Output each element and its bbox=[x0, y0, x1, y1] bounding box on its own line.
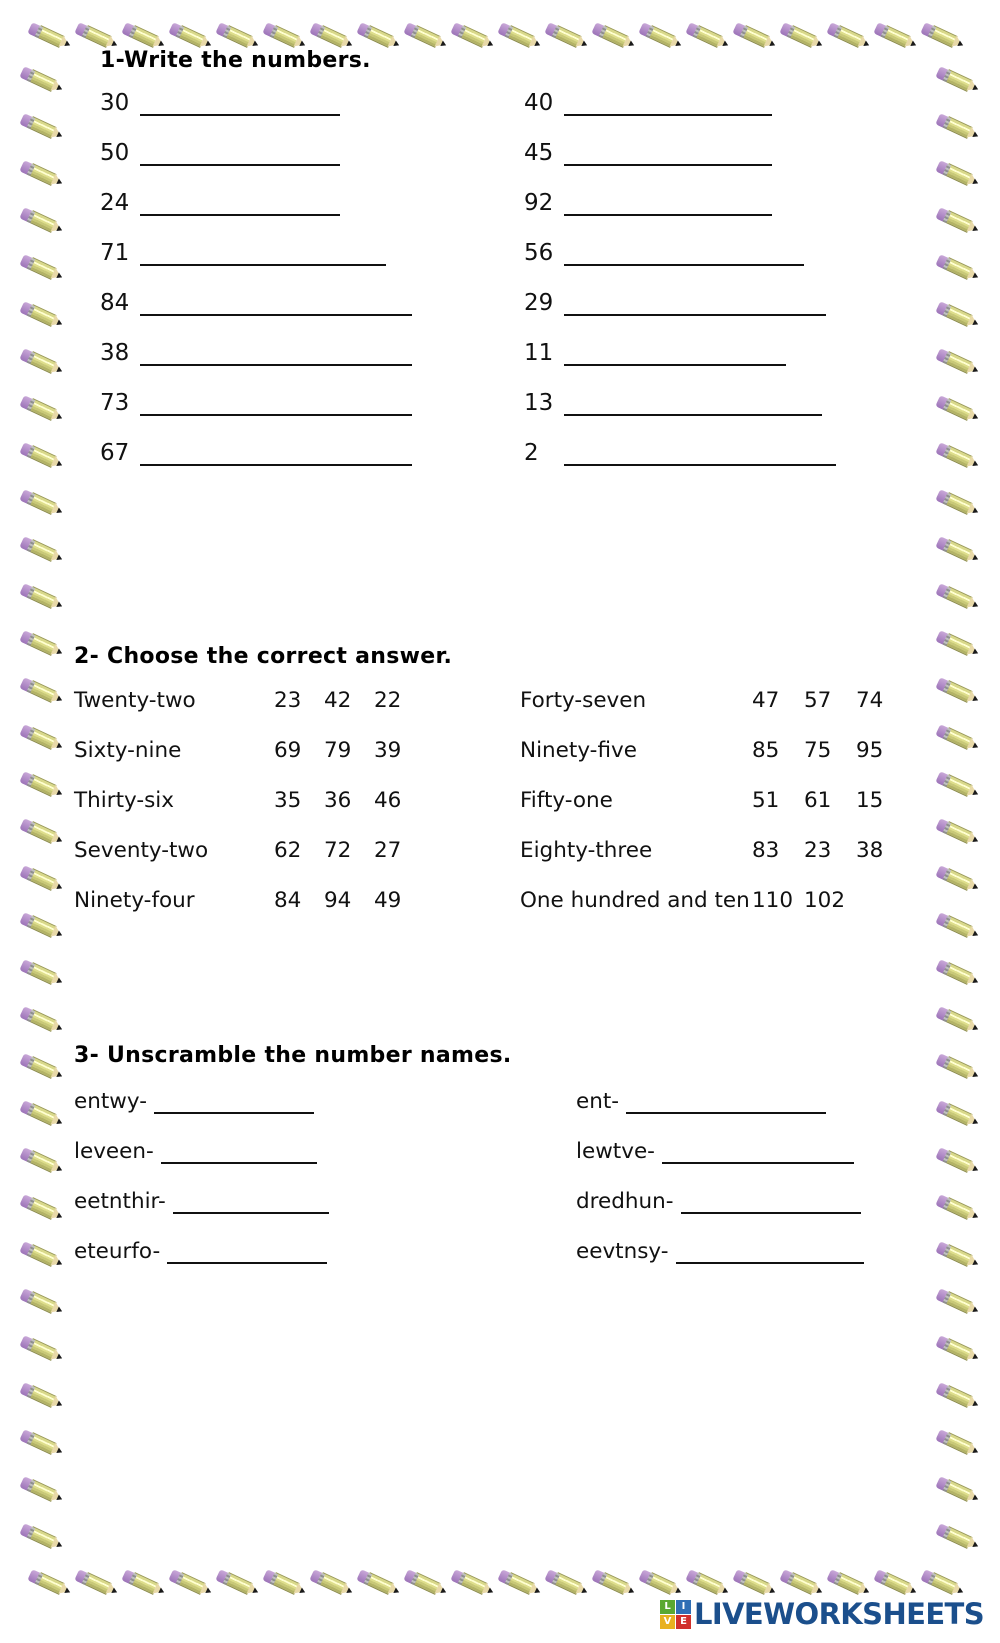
write-number-row bbox=[62, 340, 492, 390]
pencil-icon bbox=[19, 206, 64, 236]
unscramble-row bbox=[492, 1189, 922, 1239]
pencil-icon bbox=[19, 723, 64, 753]
answer-blank[interactable] bbox=[626, 1089, 826, 1114]
pencil-icon bbox=[935, 1475, 980, 1505]
unscramble-row bbox=[62, 1189, 492, 1239]
answer-option[interactable]: 47 bbox=[752, 688, 780, 713]
option-group bbox=[752, 738, 908, 763]
logo-tile-i: I bbox=[676, 1600, 691, 1614]
answer-option[interactable]: 46 bbox=[374, 788, 402, 813]
number-name-label: Twenty-two bbox=[74, 688, 196, 713]
pencil-icon bbox=[19, 65, 64, 95]
section2-right-column bbox=[492, 688, 922, 938]
pencil-icon bbox=[19, 1099, 64, 1129]
write-number-row bbox=[62, 440, 492, 490]
pencil-icon bbox=[262, 1568, 307, 1598]
pencil-icon bbox=[19, 253, 64, 283]
write-number-row bbox=[492, 340, 922, 390]
pencil-icon bbox=[19, 1381, 64, 1411]
answer-option[interactable]: 36 bbox=[324, 788, 352, 813]
option-group bbox=[274, 838, 424, 863]
write-number-row bbox=[62, 140, 492, 190]
answer-option[interactable]: 61 bbox=[804, 788, 832, 813]
pencil-icon bbox=[19, 1428, 64, 1458]
write-number-prompt: 71 bbox=[100, 240, 130, 266]
section1-right-column bbox=[492, 90, 922, 490]
answer-blank[interactable] bbox=[140, 240, 386, 266]
answer-blank[interactable] bbox=[140, 140, 340, 166]
multiple-choice-row bbox=[62, 688, 492, 738]
logo-tile-v: V bbox=[660, 1615, 675, 1629]
pencil-icon bbox=[19, 629, 64, 659]
pencil-icon bbox=[935, 1522, 980, 1552]
scrambled-word: leveen- bbox=[74, 1139, 154, 1164]
logo-tile-e: E bbox=[676, 1615, 691, 1629]
pencil-icon bbox=[403, 1568, 448, 1598]
section1-columns bbox=[62, 90, 922, 490]
answer-blank[interactable] bbox=[140, 390, 412, 416]
pencil-icon bbox=[19, 1146, 64, 1176]
multiple-choice-row bbox=[62, 838, 492, 888]
answer-option[interactable]: 51 bbox=[752, 788, 780, 813]
answer-option[interactable]: 15 bbox=[856, 788, 884, 813]
multiple-choice-row bbox=[492, 888, 922, 938]
pencil-icon bbox=[497, 1568, 542, 1598]
scrambled-word: ent- bbox=[576, 1089, 620, 1114]
pencil-icon bbox=[19, 441, 64, 471]
answer-blank[interactable] bbox=[167, 1239, 327, 1264]
scrambled-word: dredhun- bbox=[576, 1189, 674, 1214]
pencil-icon bbox=[920, 1568, 965, 1598]
answer-blank[interactable] bbox=[140, 190, 340, 216]
pencil-icon bbox=[19, 159, 64, 189]
pencil-icon bbox=[685, 1568, 730, 1598]
pencil-icon bbox=[935, 1052, 980, 1082]
answer-option[interactable]: 39 bbox=[374, 738, 402, 763]
pencil-icon bbox=[19, 112, 64, 142]
pencil-icon bbox=[19, 300, 64, 330]
section3-title: 3- Unscramble the number names. bbox=[74, 1043, 512, 1068]
write-number-row bbox=[492, 440, 922, 490]
answer-blank[interactable] bbox=[140, 90, 340, 116]
number-name-label: Forty-seven bbox=[520, 688, 647, 713]
answer-option[interactable]: 102 bbox=[804, 888, 846, 913]
section2-columns bbox=[62, 688, 922, 938]
answer-blank[interactable] bbox=[564, 290, 826, 316]
pencil-icon bbox=[935, 253, 980, 283]
pencil-icon bbox=[19, 911, 64, 941]
multiple-choice-row bbox=[492, 838, 922, 888]
pencil-icon bbox=[935, 1428, 980, 1458]
answer-blank[interactable] bbox=[662, 1139, 854, 1164]
pencil-icon bbox=[121, 1568, 166, 1598]
pencil-icon bbox=[935, 206, 980, 236]
option-group bbox=[752, 688, 908, 713]
number-name-label: One hundred and ten bbox=[520, 888, 750, 913]
pencil-icon bbox=[935, 112, 980, 142]
pencil-icon bbox=[19, 535, 64, 565]
pencil-icon bbox=[74, 1568, 119, 1598]
write-number-prompt: 24 bbox=[100, 190, 130, 216]
live-tiles-icon bbox=[660, 1600, 691, 1629]
answer-option[interactable]: 23 bbox=[274, 688, 302, 713]
write-number-prompt: 29 bbox=[524, 290, 554, 316]
write-number-prompt: 67 bbox=[100, 440, 130, 466]
answer-option[interactable]: 83 bbox=[752, 838, 780, 863]
pencil-icon bbox=[935, 535, 980, 565]
pencil-icon bbox=[779, 1568, 824, 1598]
pencil-icon bbox=[168, 1568, 213, 1598]
pencil-icon bbox=[19, 347, 64, 377]
answer-option[interactable]: 57 bbox=[804, 688, 832, 713]
multiple-choice-row bbox=[62, 788, 492, 838]
option-group bbox=[752, 888, 856, 913]
write-number-row bbox=[492, 190, 922, 240]
write-number-row bbox=[62, 290, 492, 340]
answer-option[interactable]: 72 bbox=[324, 838, 352, 863]
write-number-row bbox=[62, 240, 492, 290]
section3-columns bbox=[62, 1089, 922, 1289]
write-number-prompt: 38 bbox=[100, 340, 130, 366]
answer-option[interactable]: 69 bbox=[274, 738, 302, 763]
answer-blank[interactable] bbox=[564, 390, 822, 416]
write-number-prompt: 30 bbox=[100, 90, 130, 116]
unscramble-row bbox=[62, 1089, 492, 1139]
scrambled-word: eevtnsy- bbox=[576, 1239, 669, 1264]
pencil-icon bbox=[935, 1334, 980, 1364]
pencil-icon bbox=[638, 1568, 683, 1598]
pencil-icon bbox=[356, 1568, 401, 1598]
pencil-icon bbox=[544, 1568, 589, 1598]
write-number-prompt: 50 bbox=[100, 140, 130, 166]
multiple-choice-row bbox=[62, 738, 492, 788]
answer-blank[interactable] bbox=[564, 90, 772, 116]
answer-option[interactable]: 23 bbox=[804, 838, 832, 863]
write-number-prompt: 92 bbox=[524, 190, 554, 216]
pencil-icon bbox=[920, 21, 965, 51]
pencil-icon bbox=[19, 1193, 64, 1223]
answer-option[interactable]: 62 bbox=[274, 838, 302, 863]
pencil-icon bbox=[935, 582, 980, 612]
pencil-icon bbox=[450, 1568, 495, 1598]
pencil-icon bbox=[935, 1146, 980, 1176]
pencil-icon bbox=[935, 864, 980, 894]
number-name-label: Sixty-nine bbox=[74, 738, 182, 763]
pencil-icon bbox=[935, 1099, 980, 1129]
pencil-icon bbox=[935, 1287, 980, 1317]
pencil-icon bbox=[935, 817, 980, 847]
write-number-prompt: 73 bbox=[100, 390, 130, 416]
write-number-prompt: 56 bbox=[524, 240, 554, 266]
write-number-prompt: 11 bbox=[524, 340, 554, 366]
write-number-row bbox=[492, 240, 922, 290]
scrambled-word: eteurfo- bbox=[74, 1239, 161, 1264]
write-number-prompt: 40 bbox=[524, 90, 554, 116]
pencil-icon bbox=[19, 394, 64, 424]
answer-option[interactable]: 49 bbox=[374, 888, 402, 913]
pencil-icon bbox=[19, 1475, 64, 1505]
section2-left-column bbox=[62, 688, 492, 938]
write-number-prompt: 2 bbox=[524, 440, 539, 466]
answer-option[interactable]: 74 bbox=[856, 688, 884, 713]
number-name-label: Thirty-six bbox=[74, 788, 175, 813]
answer-option[interactable]: 42 bbox=[324, 688, 352, 713]
option-group bbox=[274, 888, 424, 913]
answer-option[interactable]: 79 bbox=[324, 738, 352, 763]
unscramble-row bbox=[62, 1239, 492, 1289]
answer-blank[interactable] bbox=[676, 1239, 864, 1264]
write-number-prompt: 45 bbox=[524, 140, 554, 166]
pencil-icon bbox=[935, 441, 980, 471]
answer-option[interactable]: 38 bbox=[856, 838, 884, 863]
answer-option[interactable]: 110 bbox=[752, 888, 794, 913]
pencil-icon bbox=[19, 817, 64, 847]
pencil-icon bbox=[27, 1568, 72, 1598]
option-group bbox=[752, 788, 908, 813]
write-number-row bbox=[62, 90, 492, 140]
liveworksheets-logo[interactable] bbox=[660, 1596, 984, 1632]
multiple-choice-row bbox=[62, 888, 492, 938]
answer-blank[interactable] bbox=[173, 1189, 329, 1214]
scrambled-word: eetnthir- bbox=[74, 1189, 166, 1214]
option-group bbox=[274, 788, 424, 813]
pencil-icon bbox=[19, 1522, 64, 1552]
pencil-icon bbox=[826, 1568, 871, 1598]
pencil-icon bbox=[19, 770, 64, 800]
unscramble-row bbox=[62, 1139, 492, 1189]
pencil-icon bbox=[19, 1287, 64, 1317]
multiple-choice-row bbox=[492, 738, 922, 788]
pencil-icon bbox=[935, 394, 980, 424]
answer-option[interactable]: 94 bbox=[324, 888, 352, 913]
answer-blank[interactable] bbox=[564, 190, 772, 216]
scrambled-word: entwy- bbox=[74, 1089, 147, 1114]
scrambled-word: lewtve- bbox=[576, 1139, 655, 1164]
pencil-icon bbox=[935, 347, 980, 377]
worksheet-content bbox=[62, 48, 922, 1528]
write-number-row bbox=[62, 390, 492, 440]
number-name-label: Fifty-one bbox=[520, 788, 613, 813]
pencil-icon bbox=[19, 958, 64, 988]
pencil-icon bbox=[19, 488, 64, 518]
write-number-row bbox=[492, 390, 922, 440]
pencil-icon bbox=[732, 1568, 777, 1598]
pencil-icon bbox=[935, 1381, 980, 1411]
pencil-icon bbox=[935, 958, 980, 988]
pencil-icon bbox=[19, 676, 64, 706]
answer-blank[interactable] bbox=[161, 1139, 317, 1164]
pencil-icon bbox=[935, 159, 980, 189]
unscramble-row bbox=[492, 1089, 922, 1139]
answer-option[interactable]: 85 bbox=[752, 738, 780, 763]
pencil-icon bbox=[935, 65, 980, 95]
pencil-icon bbox=[935, 676, 980, 706]
option-group bbox=[274, 738, 424, 763]
pencil-icon bbox=[19, 864, 64, 894]
multiple-choice-row bbox=[492, 788, 922, 838]
answer-blank[interactable] bbox=[564, 340, 786, 366]
answer-blank[interactable] bbox=[564, 140, 772, 166]
pencil-icon bbox=[935, 300, 980, 330]
pencil-icon bbox=[935, 911, 980, 941]
section3-right-column bbox=[492, 1089, 922, 1289]
write-number-row bbox=[492, 140, 922, 190]
write-number-row bbox=[492, 90, 922, 140]
number-name-label: Seventy-two bbox=[74, 838, 209, 863]
unscramble-row bbox=[492, 1239, 922, 1289]
answer-blank[interactable] bbox=[564, 240, 804, 266]
answer-option[interactable]: 95 bbox=[856, 738, 884, 763]
answer-blank[interactable] bbox=[140, 340, 412, 366]
logo-wordmark: LIVEWORKSHEETS bbox=[694, 1596, 985, 1631]
answer-blank[interactable] bbox=[681, 1189, 861, 1214]
pencil-icon bbox=[935, 770, 980, 800]
answer-blank[interactable] bbox=[140, 440, 412, 466]
answer-option[interactable]: 27 bbox=[374, 838, 402, 863]
write-number-row bbox=[492, 290, 922, 340]
pencil-icon bbox=[873, 1568, 918, 1598]
answer-option[interactable]: 35 bbox=[274, 788, 302, 813]
pencil-icon bbox=[19, 1052, 64, 1082]
section2-title: 2- Choose the correct answer. bbox=[74, 644, 453, 669]
pencil-icon bbox=[309, 1568, 354, 1598]
pencil-icon bbox=[591, 1568, 636, 1598]
pencil-icon bbox=[935, 629, 980, 659]
number-name-label: Eighty-three bbox=[520, 838, 653, 863]
answer-option[interactable]: 22 bbox=[374, 688, 402, 713]
section3-left-column bbox=[62, 1089, 492, 1289]
pencil-icon bbox=[19, 582, 64, 612]
section1-left-column bbox=[62, 90, 492, 490]
pencil-icon bbox=[935, 1193, 980, 1223]
answer-blank[interactable] bbox=[564, 440, 836, 466]
answer-blank[interactable] bbox=[154, 1089, 314, 1114]
logo-tile-l: L bbox=[660, 1600, 675, 1614]
answer-option[interactable]: 75 bbox=[804, 738, 832, 763]
pencil-icon bbox=[19, 1005, 64, 1035]
answer-blank[interactable] bbox=[140, 290, 412, 316]
write-number-prompt: 84 bbox=[100, 290, 130, 316]
section1-title: 1-Write the numbers. bbox=[100, 48, 371, 73]
write-number-prompt: 13 bbox=[524, 390, 554, 416]
pencil-icon bbox=[935, 723, 980, 753]
write-number-row bbox=[62, 190, 492, 240]
number-name-label: Ninety-four bbox=[74, 888, 195, 913]
option-group bbox=[274, 688, 424, 713]
pencil-icon bbox=[935, 1240, 980, 1270]
pencil-icon bbox=[215, 1568, 260, 1598]
pencil-icon bbox=[935, 488, 980, 518]
unscramble-row bbox=[492, 1139, 922, 1189]
pencil-icon bbox=[19, 1240, 64, 1270]
option-group bbox=[752, 838, 908, 863]
pencil-icon bbox=[19, 1334, 64, 1364]
answer-option[interactable]: 84 bbox=[274, 888, 302, 913]
number-name-label: Ninety-five bbox=[520, 738, 637, 763]
multiple-choice-row bbox=[492, 688, 922, 738]
pencil-icon bbox=[935, 1005, 980, 1035]
